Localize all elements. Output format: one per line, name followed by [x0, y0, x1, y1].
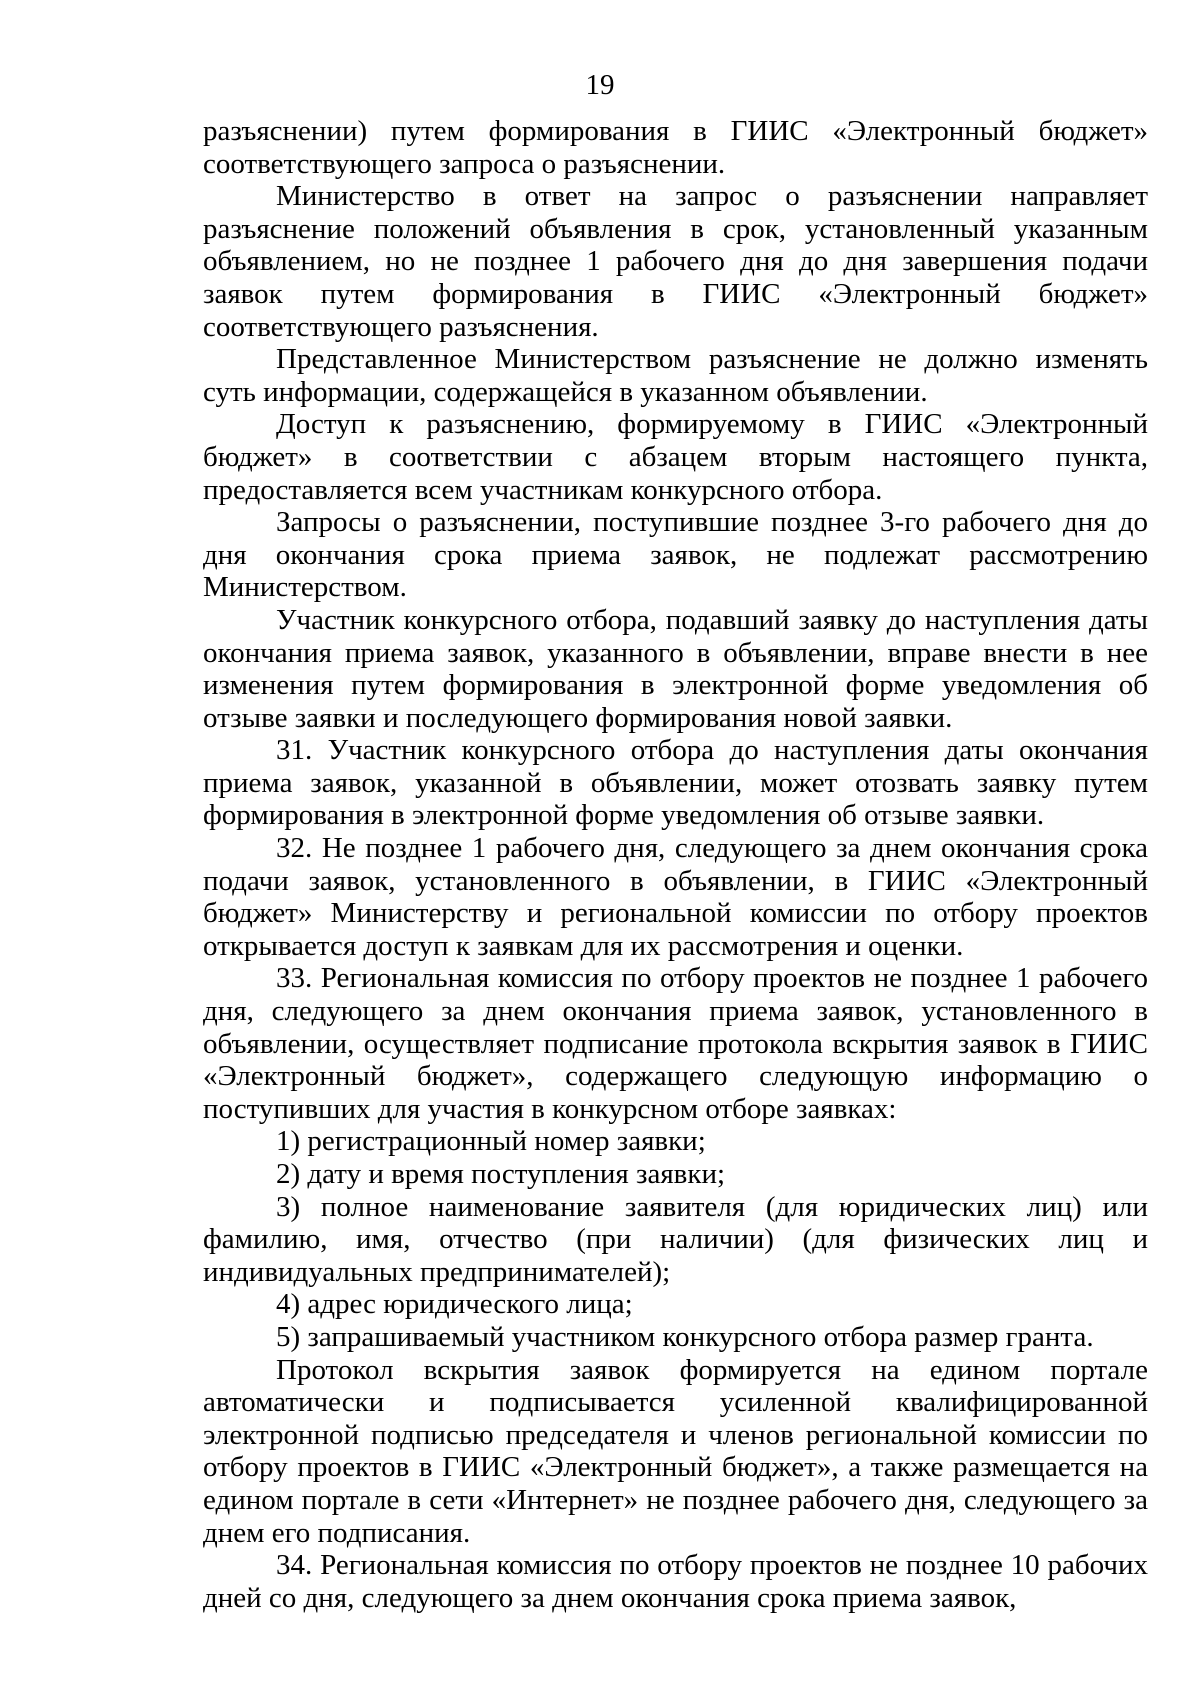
paragraph-item-33: 33. Региональная комиссия по отбору проектов не позднее 1 рабочего дня, следующего за днем окончания приема заявок, установленного в объявлении, осуществляет подписание протокола вскрытия заявок в ГИИС «Электронный бюджет», содержащего следующую информацию о поступивших для участия в конкурсном отборе заявках:	[203, 962, 1148, 1125]
paragraph: Представленное Министерством разъяснение не должно изменять суть информации, содержащейся в указанном объявлении.	[203, 343, 1148, 408]
paragraph: Протокол вскрытия заявок формируется на едином портале автоматически и подписывается усиленной квалифицированной электронной подписью председателя и членов региональной комиссии по отбору проектов в ГИИС «Электронный бюджет», а также размещается на едином портале в сети «Интернет» не позднее рабочего дня, следующего за днем его подписания.	[203, 1353, 1148, 1549]
list-item: 4) адрес юридического лица;	[276, 1288, 633, 1321]
paragraph: Участник конкурсного отбора, подавший заявку до наступления даты окончания приема заявок, указанного в объявлении, вправе внести в нее изменения путем формирования в электронной форме уведомления об отзыве заявки и последующего формирования новой заявки.	[203, 603, 1148, 734]
paragraph-continuation: разъяснении) путем формирования в ГИИС «Электронный бюджет» соответствующего запроса о разъяснении.	[203, 115, 1148, 180]
document-body	[203, 115, 1148, 1614]
paragraph: Доступ к разъяснению, формируемому в ГИИС «Электронный бюджет» в соответствии с абзацем вторым настоящего пункта, предоставляется всем участникам конкурсного отбора.	[203, 408, 1148, 506]
list-item: 2) дату и время поступления заявки;	[276, 1158, 726, 1190]
paragraph: Министерство в ответ на запрос о разъяснении направляет разъяснение положений объявления в срок, установленный указанным объявлением, но не позднее 1 рабочего дня до дня завершения подачи заявок путем формирования в ГИИС «Электронный бюджет» соответствующего разъяснения.	[203, 180, 1148, 343]
paragraph-item-31: 31. Участник конкурсного отбора до наступления даты окончания приема заявок, указанной в объявлении, может отозвать заявку путем формирования в электронной форме уведомления об отзыве заявки.	[203, 734, 1148, 832]
paragraph: Запросы о разъяснении, поступившие позднее 3-го рабочего дня до дня окончания срока приема заявок, не подлежат рассмотрению Министерством.	[203, 506, 1148, 604]
paragraph-item-32: 32. Не позднее 1 рабочего дня, следующего за днем окончания срока подачи заявок, установленного в объявлении, в ГИИС «Электронный бюджет» Министерству и региональной комиссии по отбору проектов открывается доступ к заявкам для их рассмотрения и оценки.	[203, 832, 1148, 962]
list-item: 3) полное наименование заявителя (для юридических лиц) или фамилию, имя, отчество (при наличии) (для физических лиц и индивидуальных предпринимателей);	[203, 1190, 1148, 1288]
page-number: 19	[585, 69, 615, 101]
paragraph-item-34: 34. Региональная комиссия по отбору проектов не позднее 10 рабочих дней со дня, следующего за днем окончания срока приема заявок,	[203, 1549, 1148, 1614]
list-item: 1) регистрационный номер заявки;	[276, 1125, 706, 1158]
list-item: 5) запрашиваемый участником конкурсного отбора размер гранта.	[276, 1320, 1094, 1353]
